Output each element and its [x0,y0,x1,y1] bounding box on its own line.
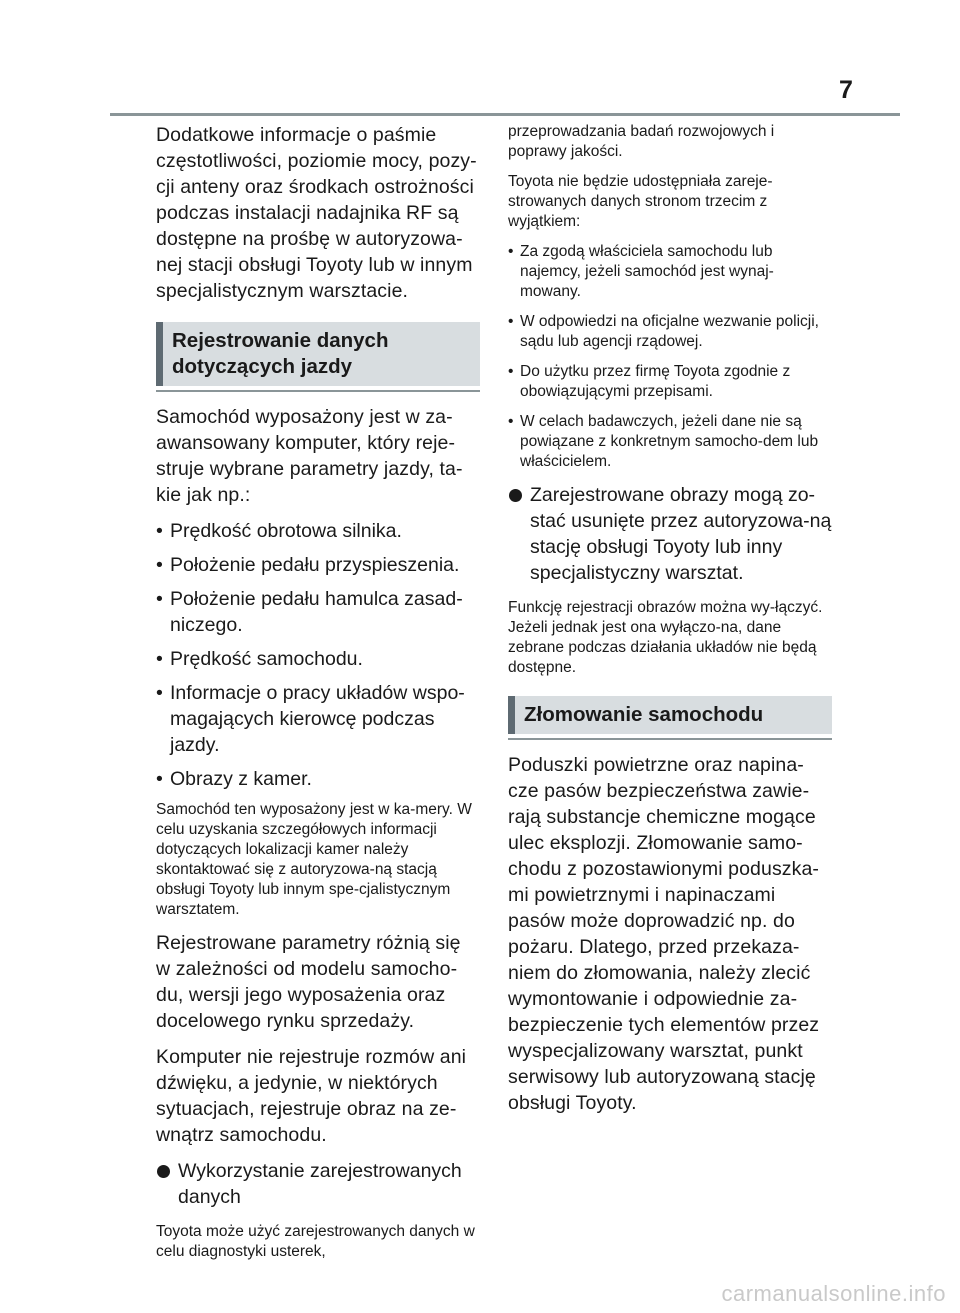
no-audio-paragraph: Komputer nie rejestruje rozmów ani dźwięku, a jedynie, w niektórych sytuacjach, rejestruje obraz na ze-wnątrz samochodu. [156,1046,467,1146]
circle-heading-text: Wykorzystanie zarejestrowanych danych [178,1160,462,1208]
watermark: carmanualsonline.info [721,1281,946,1306]
filled-circle-icon [157,1165,170,1178]
list-item: • Informacje o pracy układów wspo-magających kierowcę podczas jazdy. [156,680,480,758]
disable-note: Funkcję rejestracji obrazów można wy-łączyć. Jeżeli jednak jest ona wyłączo-na, dane zebrane podczas działania układów nie będą dostępne. [508,599,823,676]
list-item: • Za zgodą właściciela samochodu lub najemcy, jeżeli samochód jest wynaj-mowany. [508,242,832,302]
list-item: • Prędkość obrotowa silnika. [156,518,480,544]
left-column [156,122,480,1272]
recording-intro-paragraph: Samochód wyposażony jest w za-awansowany komputer, który reje-struje wybrane parametry jazdy, ta-kie jak np.: [156,406,463,506]
rf-info-paragraph: Dodatkowe informacje o paśmie częstotliwości, poziomie mocy, pozy-cji anteny oraz środkach ostrożności podczas instalacji nadajnika RF są dostępne na prośbę w autoryzowa-nej stacji obsługi Toyoty lub w innym specjalistycznym warsztacie. [156,124,477,302]
list-item: • W odpowiedzi na oficjalne wezwanie policji, sądu lub agencji rządowej. [508,312,832,352]
header-rule [110,113,900,116]
list-item: • Do użytku przez firmę Toyota zgodnie z obowiązującymi przepisami. [508,362,832,402]
list-item: • W celach badawczych, jeżeli dane nie są powiązane z konkretnym samocho-dem lub właścicielem. [508,412,832,472]
circle-heading-usage [156,1158,480,1210]
exceptions-list [508,242,832,472]
parameters-vary-paragraph: Rejestrowane parametry różnią się w zależności od modelu samocho-du, wersji jego wyposażenia oraz docelowego rynku sprzedaży. [156,932,461,1032]
usage-note-continued: przeprowadzania badań rozwojowych i poprawy jakości. [508,123,775,160]
list-item: • Położenie pedału hamulca zasad-niczego. [156,586,480,638]
scrapping-paragraph: Poduszki powietrzne oraz napina-cze pasów bezpieczeństwa zawie-rają substancje chemiczne mogące ulec eksplozji. Złomowanie samo-chodu z pozostawionymi poduszka-mi powietrznymi i napinaczami pasów może doprowadzić np. do pożaru. Dlatego, przed przekaza-niem do złomowania, należy zlecić wymontowanie i odpowiednie za-bezpieczenie tych elementów przez wyspecjalizowany warsztat, punkt serwisowy lub autoryzowaną stację obsługi Toyoty. [508,754,820,1114]
filled-circle-icon [509,489,522,502]
list-item: • Prędkość samochodu. [156,646,480,672]
section-heading-data-recording: Rejestrowanie danych dotyczących jazdy [156,322,480,386]
camera-note: Samochód ten wyposażony jest w ka-mery. W celu uzyskania szczegółowych informacji dotyczących lokalizacji kamer należy skontaktować się z autoryzowa-ną stacją obsługi Toyoty lub innym spe-cjalistycznym warsztatem. [156,801,472,918]
list-item: • Obrazy z kamer. [156,766,480,792]
usage-note: Toyota może użyć zarejestrowanych danych w celu diagnostyki usterek, [156,1223,475,1260]
right-column [508,122,832,1126]
circle-heading-images [508,482,832,586]
section-heading-scrapping: Złomowanie samochodu [508,696,832,734]
list-item: • Położenie pedału przyspieszenia. [156,552,480,578]
recorded-parameters-list [156,518,480,792]
circle-heading-text: Zarejestrowane obrazy mogą zo-stać usunięte przez autoryzowa-ną stację obsługi Toyoty lub inny specjalistyczny warsztat. [530,484,832,584]
page-number: 7 [839,76,853,104]
third-party-intro: Toyota nie będzie udostępniała zareje-strowanych danych stronom trzecim z wyjątkiem: [508,173,773,230]
